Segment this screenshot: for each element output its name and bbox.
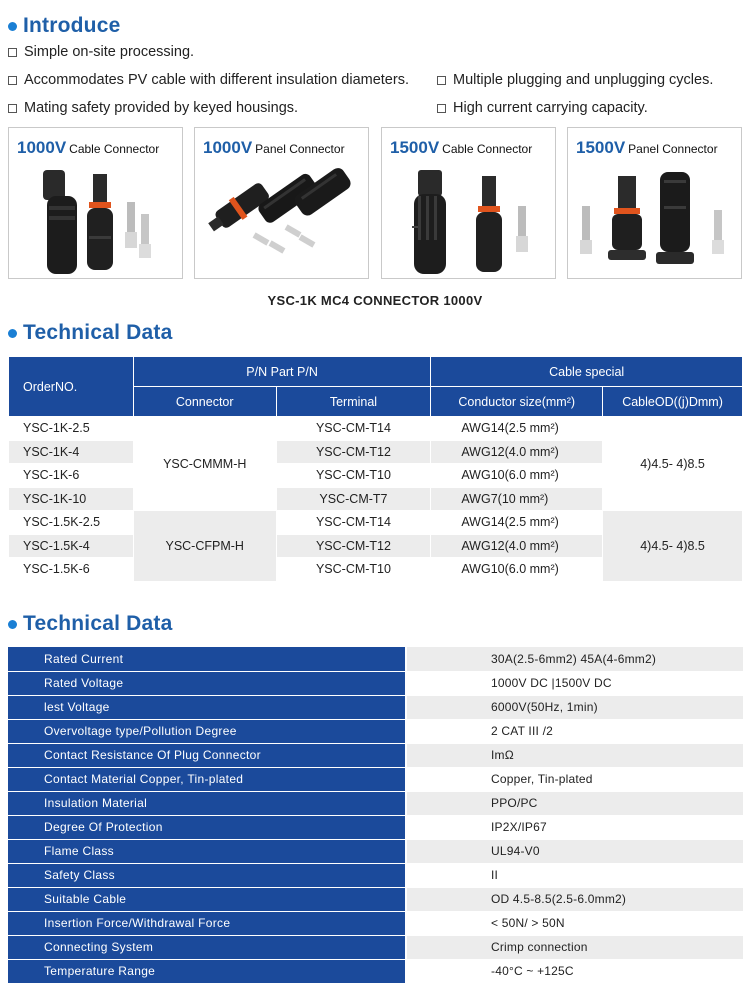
feature-text: High current carrying capacity.	[453, 100, 648, 116]
bullet-dot-icon	[8, 329, 17, 338]
feature-item	[437, 72, 713, 88]
technical-data-title: Technical Data	[23, 612, 173, 635]
header-connector: Connector	[133, 387, 276, 417]
checkbox-square-icon	[8, 48, 17, 57]
checkbox-square-icon	[437, 104, 446, 113]
spec-row	[8, 671, 743, 695]
header-order: OrderNO.	[9, 357, 134, 417]
product-caption	[576, 138, 718, 158]
product-card-1000v-panel	[194, 127, 369, 279]
product-caption-title: YSC-1K MC4 CONNECTOR 1000V	[267, 293, 483, 308]
header-pn: P/N Part P/N	[133, 357, 430, 387]
product-caption	[203, 138, 345, 158]
spec-label: Contact Material Copper, Tin-plated	[8, 767, 406, 791]
order-cell: YSC-1K-2.5	[9, 417, 134, 441]
feature-item	[8, 44, 194, 60]
product-voltage: 1500V	[390, 138, 440, 157]
spec-label: lest Voltage	[8, 695, 406, 719]
spec-label: Safety Class	[8, 863, 406, 887]
header-od: CableOD((j)Dmm)	[603, 387, 743, 417]
product-type: Panel Connector	[628, 142, 718, 156]
order-cell: YSC-1.5K-6	[9, 558, 134, 582]
order-cell: YSC-1K-10	[9, 487, 134, 511]
spec-value: < 50N/ > 50N	[406, 911, 743, 935]
header-conductor: Conductor size(mm²)	[431, 387, 603, 417]
checkbox-square-icon	[437, 76, 446, 85]
product-voltage: 1000V	[203, 138, 253, 157]
spec-label: Connecting System	[8, 935, 406, 959]
spec-label: Insertion Force/Withdrawal Force	[8, 911, 406, 935]
product-card-1000v-cable	[8, 127, 183, 279]
spec-value: Copper, Tin-plated	[406, 767, 743, 791]
terminal-cell: YSC-CM-T7	[276, 487, 431, 511]
terminal-cell: YSC-CM-T14	[276, 511, 431, 535]
cable-connector-1500v-image	[382, 166, 556, 279]
header-terminal: Terminal	[276, 387, 431, 417]
introduce-heading	[8, 14, 120, 38]
feature-item	[8, 72, 409, 88]
product-caption	[390, 138, 532, 158]
spec-row	[8, 959, 743, 983]
order-cell: YSC-1.5K-4	[9, 534, 134, 558]
technical-data-heading	[8, 321, 172, 345]
spec-row	[8, 863, 743, 887]
spec-row	[8, 695, 743, 719]
spec-row	[8, 791, 743, 815]
spec-row	[8, 743, 743, 767]
spec-value: 6000V(50Hz, 1min)	[406, 695, 743, 719]
product-voltage: 1000V	[17, 138, 67, 157]
panel-connector-1500v-image	[568, 166, 742, 279]
spec-value: IP2X/IP67	[406, 815, 743, 839]
size-cell: AWG14(2.5 mm²)	[431, 417, 603, 441]
spec-label: Rated Current	[8, 647, 406, 671]
product-type: Cable Connector	[69, 142, 160, 156]
connector-cell: YSC-CFPM-H	[133, 511, 276, 582]
spec-row	[8, 719, 743, 743]
order-cell: YSC-1K-6	[9, 464, 134, 488]
spec-value: 30A(2.5-6mm2) 45A(4-6mm2)	[406, 647, 743, 671]
table-row	[9, 417, 743, 441]
spec-label: Flame Class	[8, 839, 406, 863]
spec-value: 1000V DC |1500V DC	[406, 671, 743, 695]
cable-connector-image	[9, 166, 183, 279]
introduce-title: Introduce	[23, 14, 121, 37]
feature-text: Simple on-site processing.	[24, 44, 195, 60]
od-cell: 4)4.5- 4)8.5	[603, 417, 743, 511]
spec-label: Contact Resistance Of Plug Connector	[8, 743, 406, 767]
spec-value: II	[406, 863, 743, 887]
od-cell: 4)4.5- 4)8.5	[603, 511, 743, 582]
table-row	[9, 511, 743, 535]
size-cell: AWG12(4.0 mm²)	[431, 534, 603, 558]
product-type: Panel Connector	[255, 142, 345, 156]
product-voltage: 1500V	[576, 138, 626, 157]
product-type: Cable Connector	[442, 142, 533, 156]
product-card-1500v-cable	[381, 127, 556, 279]
order-table	[8, 356, 743, 582]
size-cell: AWG10(6.0 mm²)	[431, 558, 603, 582]
spec-label: Overvoltage type/Pollution Degree	[8, 719, 406, 743]
terminal-cell: YSC-CM-T12	[276, 440, 431, 464]
feature-item	[437, 100, 648, 116]
product-caption	[17, 138, 159, 158]
terminal-cell: YSC-CM-T10	[276, 464, 431, 488]
spec-label: Insulation Material	[8, 791, 406, 815]
size-cell: AWG12(4.0 mm²)	[431, 440, 603, 464]
feature-item	[8, 100, 298, 116]
spec-row	[8, 887, 743, 911]
spec-label: Degree Of Protection	[8, 815, 406, 839]
terminal-cell: YSC-CM-T12	[276, 534, 431, 558]
order-cell: YSC-1.5K-2.5	[9, 511, 134, 535]
spec-value: OD 4.5-8.5(2.5-6.0mm2)	[406, 887, 743, 911]
spec-value: UL94-V0	[406, 839, 743, 863]
spec-value: PPO/PC	[406, 791, 743, 815]
spec-row	[8, 911, 743, 935]
specs-table	[8, 647, 743, 984]
feature-text: Multiple plugging and unplugging cycles.	[453, 72, 714, 88]
size-cell: AWG14(2.5 mm²)	[431, 511, 603, 535]
feature-text: Accommodates PV cable with different insulation diameters.	[24, 72, 409, 88]
feature-text: Mating safety provided by keyed housings.	[24, 100, 299, 116]
technical-data-title: Technical Data	[23, 321, 173, 344]
bullet-dot-icon	[8, 22, 17, 31]
spec-value: ImΩ	[406, 743, 743, 767]
checkbox-square-icon	[8, 76, 17, 85]
spec-row	[8, 767, 743, 791]
spec-row	[8, 815, 743, 839]
checkbox-square-icon	[8, 104, 17, 113]
spec-row	[8, 935, 743, 959]
spec-value: -40°C ~ +125C	[406, 959, 743, 983]
spec-label: Temperature Range	[8, 959, 406, 983]
bullet-dot-icon	[8, 620, 17, 629]
size-cell: AWG10(6.0 mm²)	[431, 464, 603, 488]
technical-data-heading	[8, 612, 172, 636]
spec-value: Crimp connection	[406, 935, 743, 959]
product-card-1500v-panel	[567, 127, 742, 279]
spec-row	[8, 839, 743, 863]
spec-label: Suitable Cable	[8, 887, 406, 911]
terminal-cell: YSC-CM-T10	[276, 558, 431, 582]
spec-value: 2 CAT III /2	[406, 719, 743, 743]
header-cable: Cable special	[431, 357, 743, 387]
connector-cell: YSC-CMMM-H	[133, 417, 276, 511]
order-cell: YSC-1K-4	[9, 440, 134, 464]
terminal-cell: YSC-CM-T14	[276, 417, 431, 441]
spec-row	[8, 647, 743, 671]
panel-connector-image	[195, 166, 369, 279]
spec-label: Rated Voltage	[8, 671, 406, 695]
size-cell: AWG7(10 mm²)	[431, 487, 603, 511]
